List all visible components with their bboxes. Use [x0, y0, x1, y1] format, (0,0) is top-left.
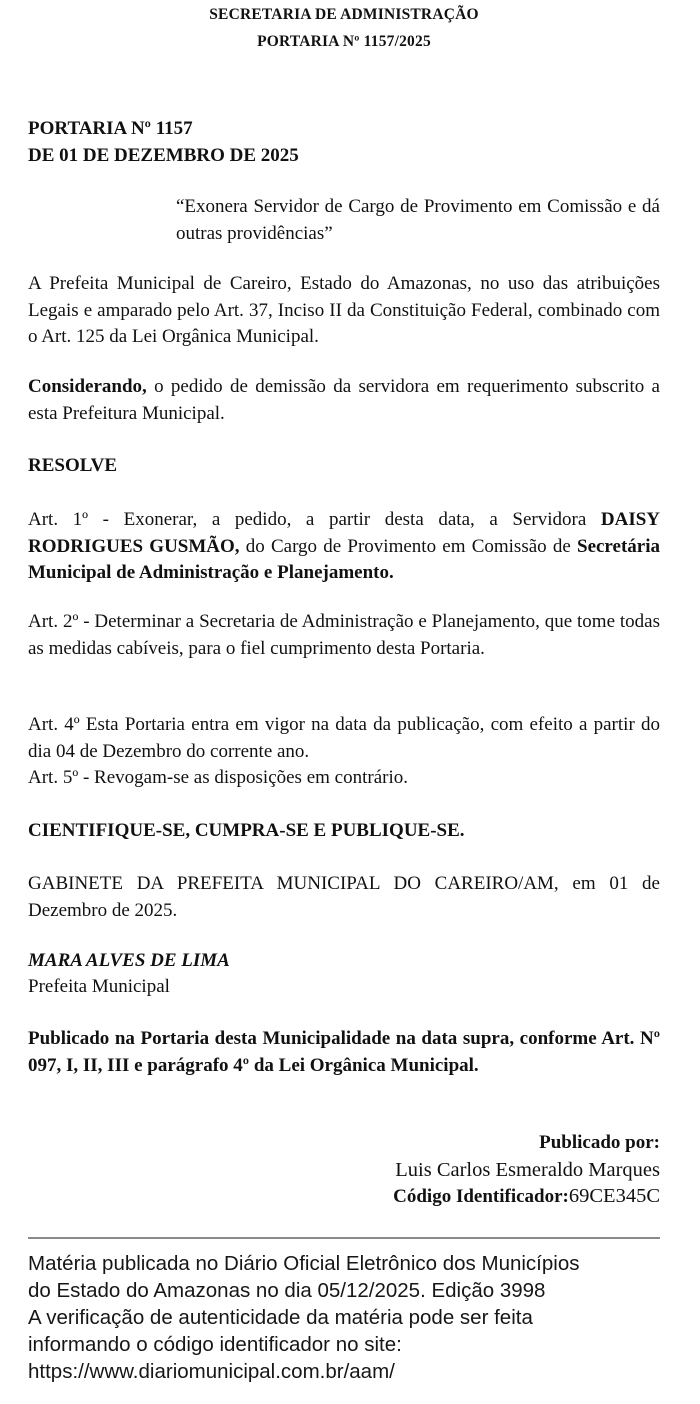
article-2: Art. 2º - Determinar a Secretaria de Administração e Planejamento, que tome todas as medidas cabíveis, para o fiel cumprimento desta Portaria. [28, 611, 660, 659]
footer-line-4: informando o código identificador no site: [28, 1333, 402, 1356]
resolve-heading: RESOLVE [28, 455, 118, 476]
considerando-label: Considerando, [28, 376, 147, 397]
header-secretaria: SECRETARIA DE ADMINISTRAÇÃO [209, 6, 479, 23]
gabinete-statement: GABINETE DA PREFEITA MUNICIPAL DO CAREIRO/AM, em 01 de Dezembro de 2025. [28, 873, 660, 921]
signatory-name: MARA ALVES DE LIMA [28, 950, 230, 971]
title-date: DE 01 DE DEZEMBRO DE 2025 [28, 144, 299, 166]
title-portaria: PORTARIA Nº 1157 [28, 118, 193, 139]
header-portaria-number: PORTARIA Nº 1157/2025 [257, 33, 431, 50]
article-5: Art. 5º - Revogam-se as disposições em contrário. [28, 767, 408, 788]
publisher-name: Luis Carlos Esmeraldo Marques [395, 1158, 660, 1181]
preamble: A Prefeita Municipal de Careiro, Estado do Amazonas, no uso das atribuições Legais e amparado pelo Art. 37, Inciso II da Constituição Federal, combinado com o Art. 125 da Lei Orgânica Municipal. [28, 273, 660, 347]
document-title [28, 116, 660, 169]
published-by-label: Publicado por: [539, 1132, 660, 1153]
article-4: Art. 4º Esta Portaria entra em vigor na data da publicação, com efeito a partir do dia 04 de Dezembro do corrente ano. [28, 714, 660, 762]
article-1-text: Art. 1º - Exonerar, a pedido, a partir desta data, a Servidora [28, 509, 601, 530]
identifier-code-label: Código Identificador: [393, 1186, 569, 1207]
footer-line-2: do Estado do Amazonas no dia 05/12/2025. Edição 3998 [28, 1279, 546, 1302]
cientifique-statement: CIENTIFIQUE-SE, CUMPRA-SE E PUBLIQUE-SE. [28, 820, 465, 841]
identifier-code-line [28, 1183, 660, 1211]
considerando-text: o pedido de demissão da servidora em requerimento subscrito a esta Prefeitura Municipal. [28, 376, 660, 424]
footer-line-1: Matéria publicada no Diário Oficial Eletrônico dos Municípios [28, 1252, 580, 1275]
footer-notice [28, 1250, 668, 1385]
cargo-name: Secretária Municipal de Administração e Planejamento. [28, 535, 660, 583]
published-by-block [28, 1130, 660, 1211]
publication-note: Publicado na Portaria desta Municipalidade na data supra, conforme Art. Nº 097, I, II, III e parágrafo 4º da Lei Orgânica Municipal. [28, 1028, 660, 1076]
servidora-name: DAISY RODRIGUES GUSMÃO, [28, 509, 660, 557]
article-1-text-2: do Cargo de Provimento em Comissão de [239, 535, 577, 557]
footer-divider [28, 1237, 660, 1239]
footer-url: https://www.diariomunicipal.com.br/aam/ [28, 1360, 395, 1383]
ementa: “Exonera Servidor de Cargo de Provimento em Comissão e dá outras providências” [176, 196, 660, 244]
article-1 [28, 507, 660, 587]
considerando-paragraph [28, 374, 660, 427]
signatory-role: Prefeita Municipal [28, 976, 170, 997]
footer-line-3: A verificação de autenticidade da matéria pode ser feita [28, 1306, 533, 1329]
identifier-code: 69CE345C [568, 1185, 660, 1207]
